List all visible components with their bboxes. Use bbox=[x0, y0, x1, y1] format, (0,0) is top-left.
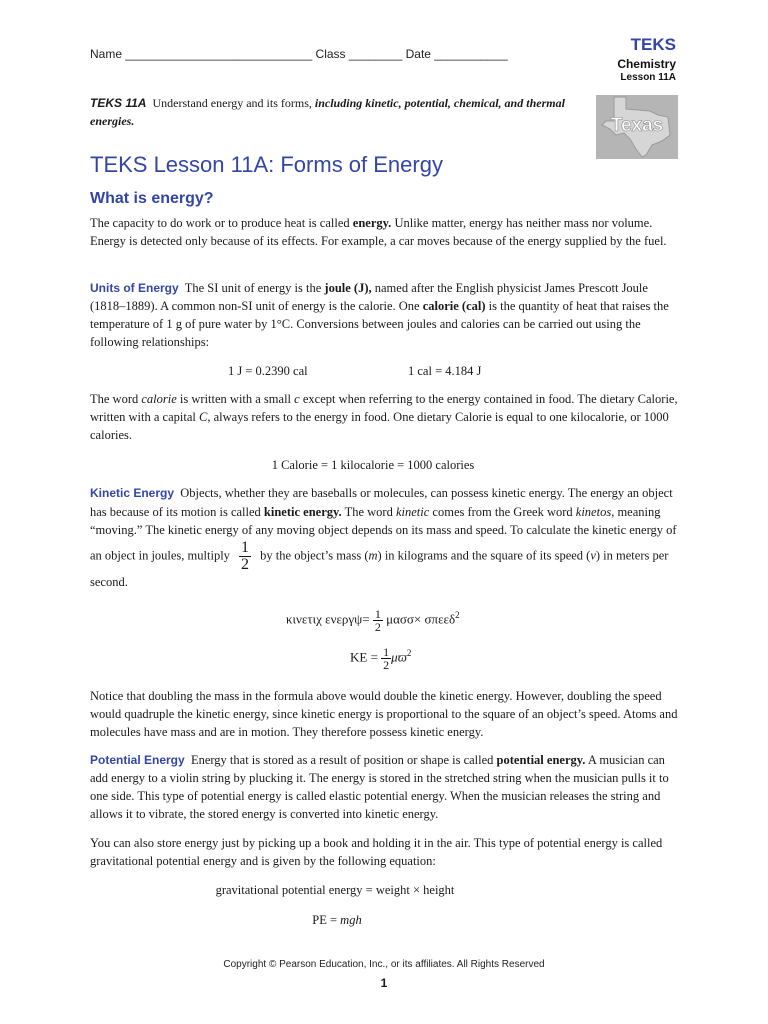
gravity-paragraph: You can also store energy just by picking up a book and holding it in the air. This type of potential energy is called gravitational potential energy and is given by the following equation: bbox=[90, 836, 663, 868]
kin-text-5: by the object’s mass ( bbox=[257, 547, 369, 562]
kinetic-equation-ke bbox=[350, 644, 411, 671]
teks-brand bbox=[617, 36, 676, 83]
section-heading: What is energy? bbox=[90, 190, 214, 207]
frac-den: 2 bbox=[241, 555, 250, 573]
eq1-right: μασσ× σπεεδ bbox=[386, 611, 456, 627]
texas-map-icon bbox=[596, 95, 678, 159]
units-joule: joule (J), bbox=[324, 281, 372, 295]
kin-text-1: Objects, whether they are baseballs or molecules, can possess kinetic energy. The energy an object has because of its motion is called bbox=[90, 486, 673, 519]
pot-bold: potential energy. bbox=[496, 753, 586, 767]
cal-italic-2: c bbox=[294, 392, 300, 406]
kinetic-heading: Kinetic Energy bbox=[90, 486, 175, 500]
eq1-sup: 2 bbox=[455, 610, 460, 620]
eq-gravitational-pe: gravitational potential energy = weight × height bbox=[215, 883, 455, 897]
badge-text: Texas bbox=[610, 115, 664, 136]
brand-teks: TEKS bbox=[630, 35, 676, 54]
eq2-den: 2 bbox=[383, 657, 390, 672]
intro-text: The capacity to do work or to produce heat is called bbox=[90, 216, 353, 230]
footer-copyright: Copyright © Pearson Education, Inc., or its affiliates. All Rights Reserved bbox=[223, 959, 545, 970]
potential-heading: Potential Energy bbox=[90, 753, 185, 767]
brand-lesson: Lesson 11A bbox=[620, 72, 676, 83]
one-half-fraction bbox=[239, 540, 251, 573]
eq2-half bbox=[381, 646, 391, 671]
kin-italic-v: v bbox=[590, 547, 596, 562]
name-class-date-line: Name ____________________________ Class ________ Date ___________ bbox=[90, 47, 508, 61]
eq2-right: μϖ bbox=[391, 649, 407, 665]
pot-text-2: A musician can add energy to a violin string by plucking it. The energy is stored in the stretched string when the musician pulls it to one side. This type of potential energy is called elastic potential energy. When the musician releases the string and allows it to vibrate, the stored energy is converted into kinetic energy. bbox=[90, 753, 669, 821]
cal-italic-1: calorie bbox=[141, 392, 177, 406]
kin-text-3: comes from the Greek word bbox=[429, 504, 576, 519]
eq1-num: 1 bbox=[374, 606, 381, 621]
kinetic-notice-paragraph: Notice that doubling the mass in the formula above would double the kinetic energy. However, doubling the speed would quadruple the kinetic energy, since kinetic energy is proportional to the square of an object’s speed. Atoms and molecules have mass and are in motion. They therefore possess kinetic energy. bbox=[90, 689, 678, 739]
kin-text-4: meaning “moving.” The kinetic energy of any moving object depends on its mass and speed. To calculate the kinetic energy of an object in joules, multiply bbox=[90, 504, 677, 562]
kinetic-paragraph bbox=[90, 484, 680, 591]
eq1-den: 2 bbox=[374, 619, 381, 634]
units-paragraph bbox=[90, 279, 680, 351]
kin-text-2: The word bbox=[341, 504, 396, 519]
eq1-left: κινετιχ ενεργψ bbox=[286, 611, 363, 627]
teks-emphasis: including kinetic, potential, chemical, and thermal energies. bbox=[90, 96, 565, 128]
kin-text-7: ) in meters per second. bbox=[90, 547, 669, 589]
page-title: TEKS Lesson 11A: Forms of Energy bbox=[90, 152, 443, 177]
page-number: 1 bbox=[380, 976, 388, 990]
eq-cal-to-joule: 1 cal = 4.184 J bbox=[408, 364, 482, 378]
cal-text-2: is written with a small bbox=[176, 392, 295, 406]
cal-italic-3: C, bbox=[199, 410, 211, 424]
kin-bold: kinetic energy. bbox=[263, 504, 342, 519]
units-text-1: The SI unit of energy is the bbox=[184, 281, 325, 295]
kin-italic-m: m bbox=[368, 547, 378, 562]
cal-text-4: always refers to the energy in food. One dietary Calorie is equal to one kilocalorie, or 1000 calories. bbox=[90, 410, 669, 442]
texas-badge bbox=[596, 95, 678, 159]
intro-bold: energy. bbox=[352, 216, 392, 230]
cal-text-3: except when referring to the energy contained in food. The dietary Calorie, written with a capital bbox=[90, 392, 678, 424]
kinetic-equation-greek bbox=[286, 606, 460, 633]
units-text-2: named after the English physicist James Prescott Joule (1818–1889). A common non-SI unit of energy is the calorie. One bbox=[90, 281, 648, 313]
eq2-sup: 2 bbox=[406, 648, 412, 658]
units-heading: Units of Energy bbox=[90, 281, 179, 295]
potential-paragraph bbox=[90, 751, 680, 823]
eq2-left: KE = bbox=[350, 649, 378, 665]
intro-text-after: Unlike matter, energy has neither mass nor volume. Energy is detected only because of its effects. For example, a car moves because of the energy supplied by the fuel. bbox=[90, 216, 667, 248]
teks-statement bbox=[90, 94, 585, 130]
pot-text-1: Energy that is stored as a result of position or shape is called bbox=[190, 753, 497, 767]
eq1-half bbox=[373, 608, 383, 633]
kin-text-6: ) in kilograms and the square of its speed ( bbox=[377, 547, 591, 562]
kin-italic-2: kinetos, bbox=[575, 504, 615, 519]
teks-code: TEKS 11A bbox=[90, 96, 147, 110]
kin-italic-1: kinetic bbox=[395, 504, 430, 519]
pe-left: PE = bbox=[312, 913, 341, 927]
frac-num: 1 bbox=[241, 538, 250, 556]
eq-pe-mgh bbox=[42, 911, 632, 929]
eq1-op: = bbox=[362, 611, 370, 627]
calorie-paragraph bbox=[90, 390, 680, 444]
units-calorie: calorie (cal) bbox=[422, 299, 486, 313]
cal-text-1: The word bbox=[90, 392, 142, 406]
units-text-3: is the quantity of heat that raises the temperature of 1 g of pure water by 1°C. Conversions between joules and calories can be carried out using the following relationships: bbox=[90, 299, 669, 349]
eq-joule-to-cal: 1 J = 0.2390 cal bbox=[228, 364, 308, 378]
intro-paragraph bbox=[90, 214, 680, 250]
eq2-num: 1 bbox=[383, 644, 390, 659]
brand-subject: Chemistry bbox=[617, 57, 676, 71]
teks-text: Understand energy and its forms, bbox=[152, 96, 315, 110]
eq-calorie-kilocalorie: 1 Calorie = 1 kilocalorie = 1000 calories bbox=[271, 458, 475, 472]
pe-right: mgh bbox=[340, 913, 362, 927]
